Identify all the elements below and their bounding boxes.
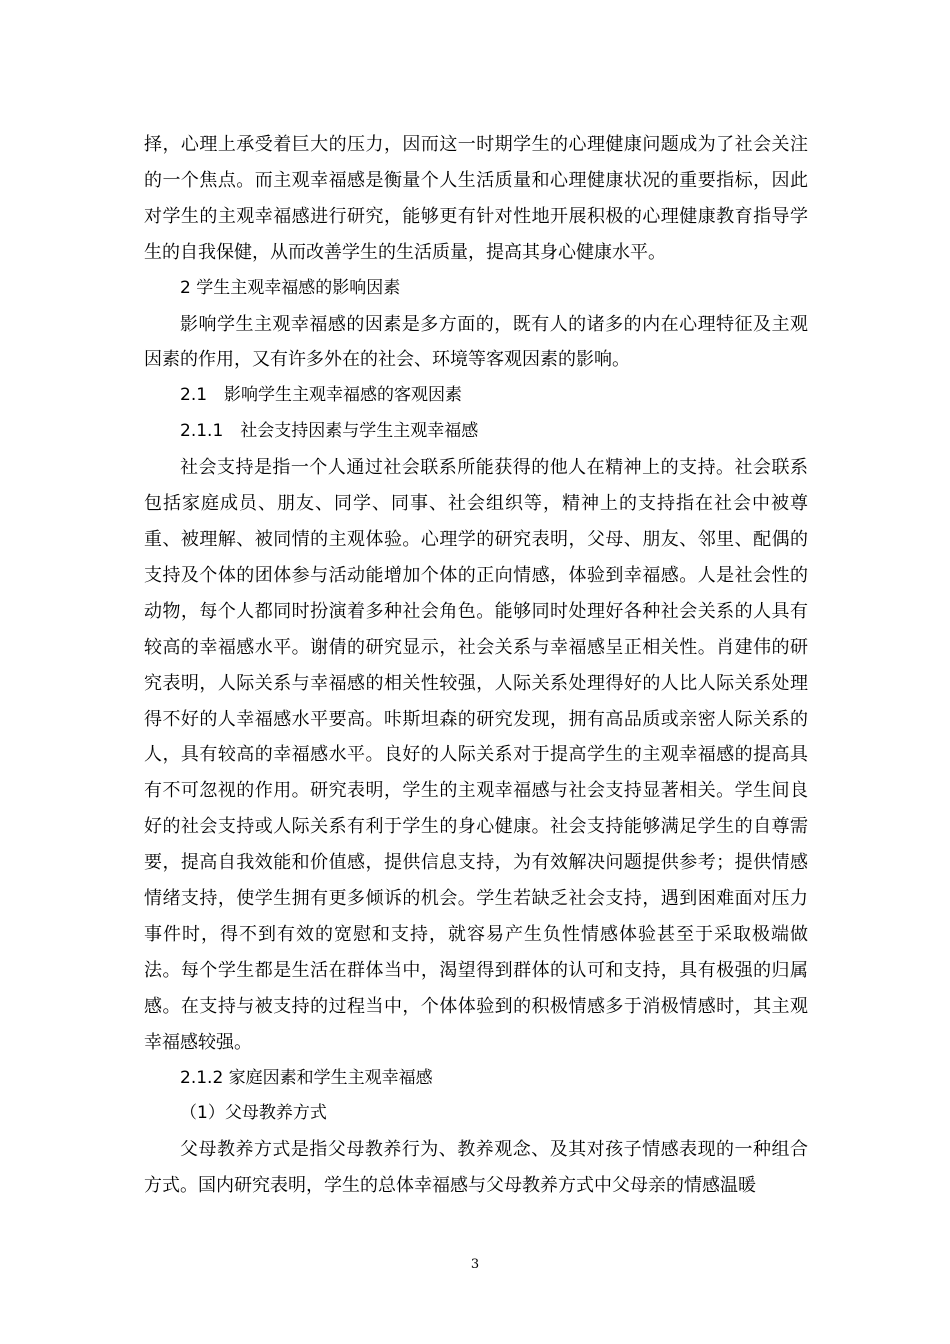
heading-section-2-1-2: 2.1.2 家庭因素和学生主观幸福感: [180, 1067, 433, 1088]
page-number: 3: [470, 1257, 480, 1272]
paragraph-social-support: 社会支持是指一个人通过社会联系所能获得的他人在精神上的支持。社会联系包括家庭成员、朋友、同学、同事、社会组织等，精神上的支持指在社会中被尊重、被理解、被同情的主观体验。心理学的研究表明，父母、朋友、邻里、配偶的支持及个体的团体参与活动能增加个体的正向情感，体验到幸福感。人是社会性的动物，每个人都同时扮演着多种社会角色。能够同时处理好各种社会关系的人具有较高的幸福感水平。谢倩的研究显示，社会关系与幸福感呈正相关性。肖建伟的研究表明，人际关系与幸福感的相关性较强，人际关系处理得好的人比人际关系处理得不好的人幸福感水平要高。咔斯坦森的研究发现，拥有高品质或亲密人际关系的人，具有较高的幸福感水平。良好的人际关系对于提高学生的主观幸福感的提高具有不可忽视的作用。研究表明，学生的主观幸福感与社会支持显著相关。学生间良好的社会支持或人际关系有利于学生的身心健康。社会支持能够满足学生的自尊需要，提高自我效能和价值感，提供信息支持，为有效解决问题提供参考；提供情感情绪支持，使学生拥有更多倾诉的机会。学生若缺乏社会支持，遇到困难面对压力事件时，得不到有效的宽慰和支持，就容易产生负性情感体验甚至于采取极端做法。每个学生都是生活在群体当中，渴望得到群体的认可和支持，具有极强的归属感。在支持与被支持的过程当中，个体体验到的积极情感多于消极情感时，其主观幸福感较强。: [144, 457, 808, 1053]
paragraph-factors-intro: 影响学生主观幸福感的因素是多方面的，既有人的诸多的内在心理特征及主观因素的作用，又有许多外在的社会、环境等客观因素的影响。: [144, 313, 808, 371]
heading-parenting-style: （1）父母教养方式: [180, 1103, 327, 1124]
document-body: [144, 127, 808, 1204]
heading-section-2-1: 2.1 影响学生主观幸福感的客观因素: [180, 385, 463, 406]
paragraph-parenting-style: 父母教养方式是指父母教养行为、教养观念、及其对孩子情感表现的一种组合方式。国内研究表明，学生的总体幸福感与父母教养方式中父母亲的情感温暖: [144, 1139, 808, 1197]
heading-section-2: 2 学生主观幸福感的影响因素: [180, 277, 401, 298]
heading-section-2-1-1: 2.1.1 社会支持因素与学生主观幸福感: [180, 421, 479, 442]
paragraph-continuation: 择，心理上承受着巨大的压力，因而这一时期学生的心理健康问题成为了社会关注的一个焦点。而主观幸福感是衡量个人生活质量和心理健康状况的重要指标，因此对学生的主观幸福感进行研究，能够更有针对性地开展积极的心理健康教育指导学生的自我保健，从而改善学生的生活质量，提高其身心健康水平。: [144, 134, 808, 263]
